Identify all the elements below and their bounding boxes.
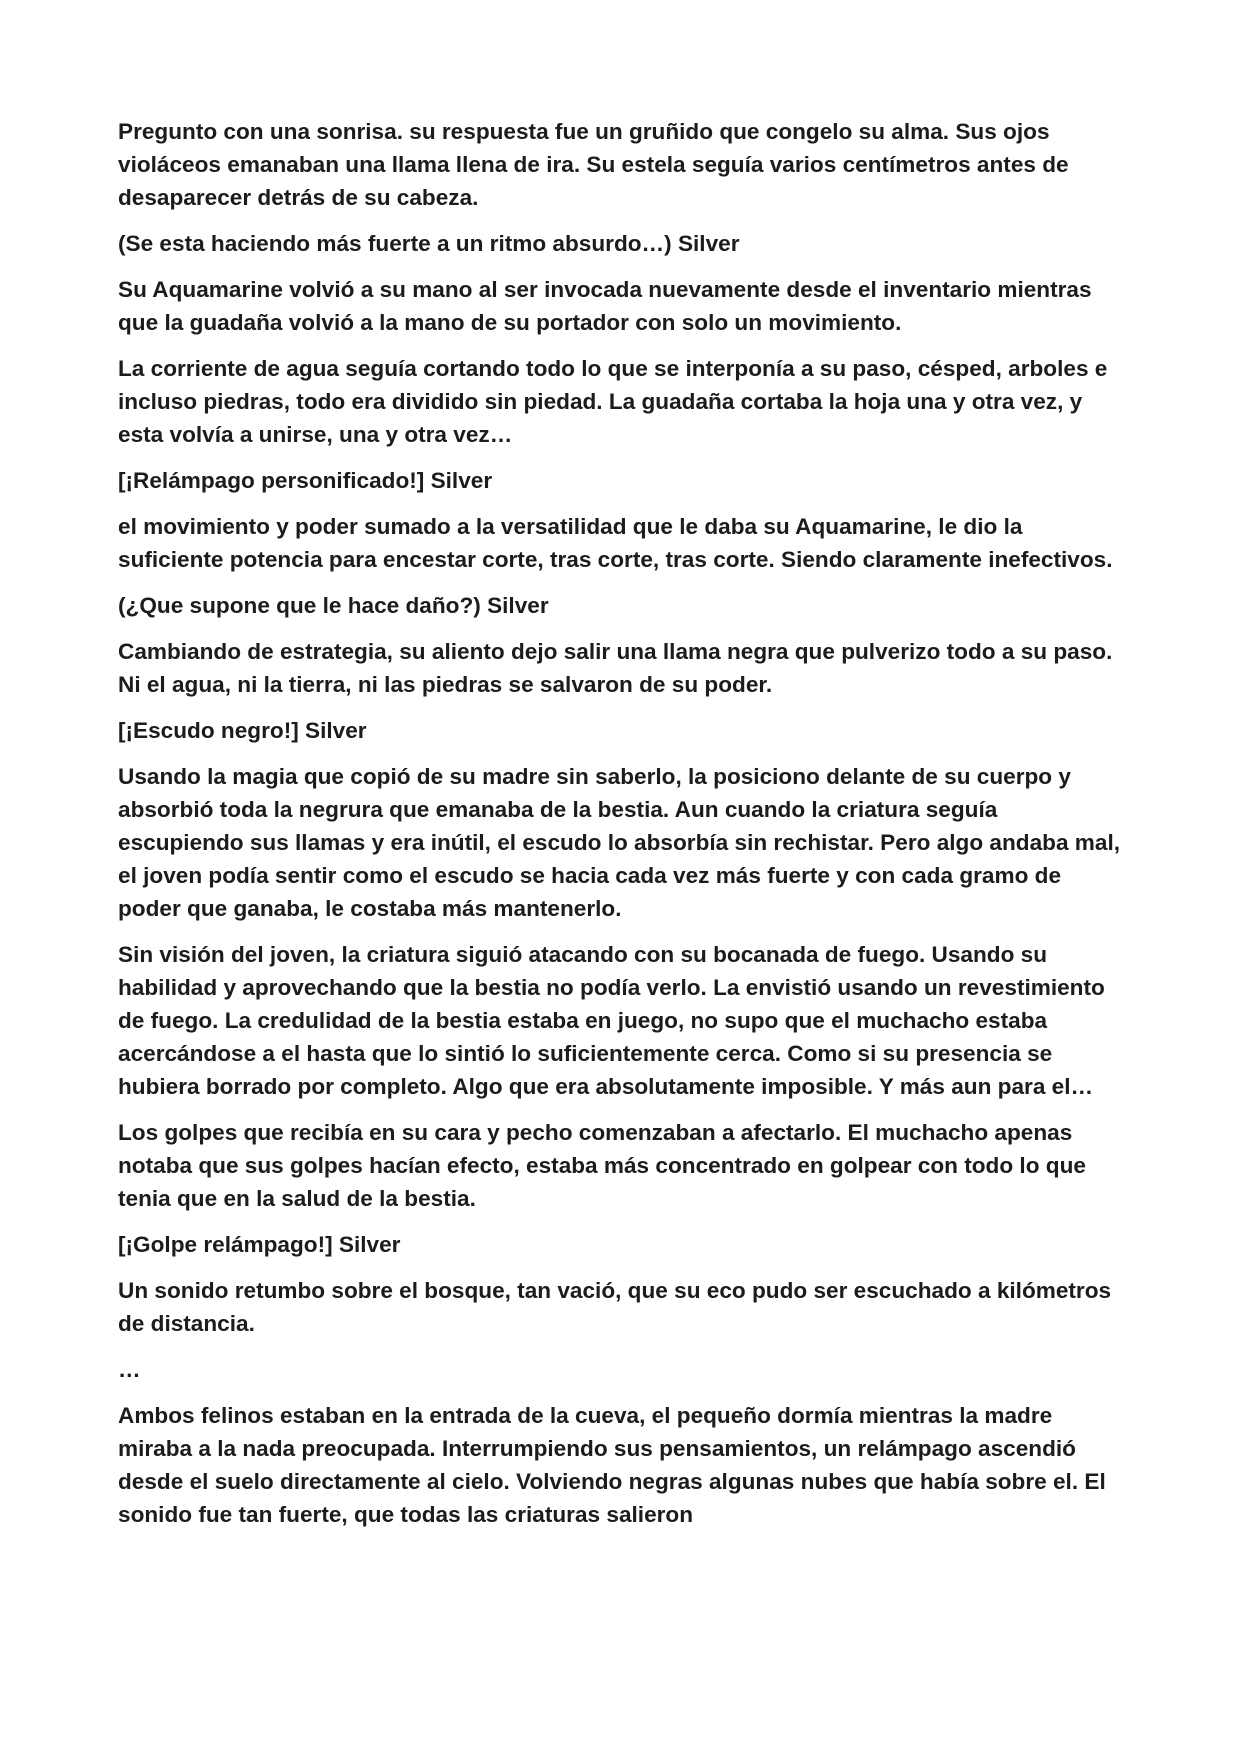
paragraph: Usando la magia que copió de su madre sin saberlo, la posiciono delante de su cuerpo y absorbió toda la negrura que emanaba de la bestia. Aun cuando la criatura seguía escupiendo sus llamas y era inútil, el escudo lo absorbía sin rechistar. Pero algo andaba mal, el joven podía sentir como el escudo se hacia cada vez más fuerte y con cada gramo de poder que ganaba, le costaba más mantenerlo. [118, 764, 1121, 921]
scene-break: … [118, 1357, 141, 1382]
dialogue-line: (¿Que supone que le hace daño?) Silver [118, 593, 549, 618]
dialogue-line: [¡Relámpago personificado!] Silver [118, 468, 493, 493]
paragraph: Los golpes que recibía en su cara y pecho comenzaban a afectarlo. El muchacho apenas notaba que sus golpes hacían efecto, estaba más concentrado en golpear con todo lo que tenia que en la salud de la bestia. [118, 1120, 1086, 1211]
paragraph: La corriente de agua seguía cortando todo lo que se interponía a su paso, césped, arboles e incluso piedras, todo era dividido sin piedad. La guadaña cortaba la hoja una y otra vez, y esta volvía a unirse, una y otra vez… [118, 356, 1108, 447]
paragraph: Un sonido retumbo sobre el bosque, tan vació, que su eco pudo ser escuchado a kilómetros de distancia. [118, 1278, 1112, 1336]
dialogue-line: [¡Escudo negro!] Silver [118, 718, 367, 743]
dialogue-line: [¡Golpe relámpago!] Silver [118, 1232, 401, 1257]
paragraph: Pregunto con una sonrisa. su respuesta fue un gruñido que congelo su alma. Sus ojos violáceos emanaban una llama llena de ira. Su estela seguía varios centímetros antes de desaparecer detrás de su cabeza. [118, 119, 1069, 210]
paragraph: el movimiento y poder sumado a la versatilidad que le daba su Aquamarine, le dio la suficiente potencia para encestar corte, tras corte, tras corte. Siendo claramente inefectivos. [118, 514, 1113, 572]
dialogue-line: (Se esta haciendo más fuerte a un ritmo absurdo…) Silver [118, 231, 740, 256]
paragraph: Sin visión del joven, la criatura siguió atacando con su bocanada de fuego. Usando su habilidad y aprovechando que la bestia no podía verlo. La envistió usando un revestimiento de fuego. La credulidad de la bestia estaba en juego, no supo que el muchacho estaba acercándose a el hasta que lo sintió lo suficientemente cerca. Como si su presencia se hubiera borrado por completo. Algo que era absolutamente imposible. Y más aun para el… [118, 942, 1105, 1099]
paragraph: Cambiando de estrategia, su aliento dejo salir una llama negra que pulverizo todo a su paso. Ni el agua, ni la tierra, ni las piedras se salvaron de su poder. [118, 639, 1113, 697]
paragraph: Ambos felinos estaban en la entrada de la cueva, el pequeño dormía mientras la madre miraba a la nada preocupada. Interrumpiendo sus pensamientos, un relámpago ascendió desde el suelo directamente al cielo. Volviendo negras algunas nubes que había sobre el. El sonido fue tan fuerte, que todas las criaturas salieron [118, 1403, 1106, 1527]
paragraph: Su Aquamarine volvió a su mano al ser invocada nuevamente desde el inventario mientras que la guadaña volvió a la mano de su portador con solo un movimiento. [118, 277, 1092, 335]
